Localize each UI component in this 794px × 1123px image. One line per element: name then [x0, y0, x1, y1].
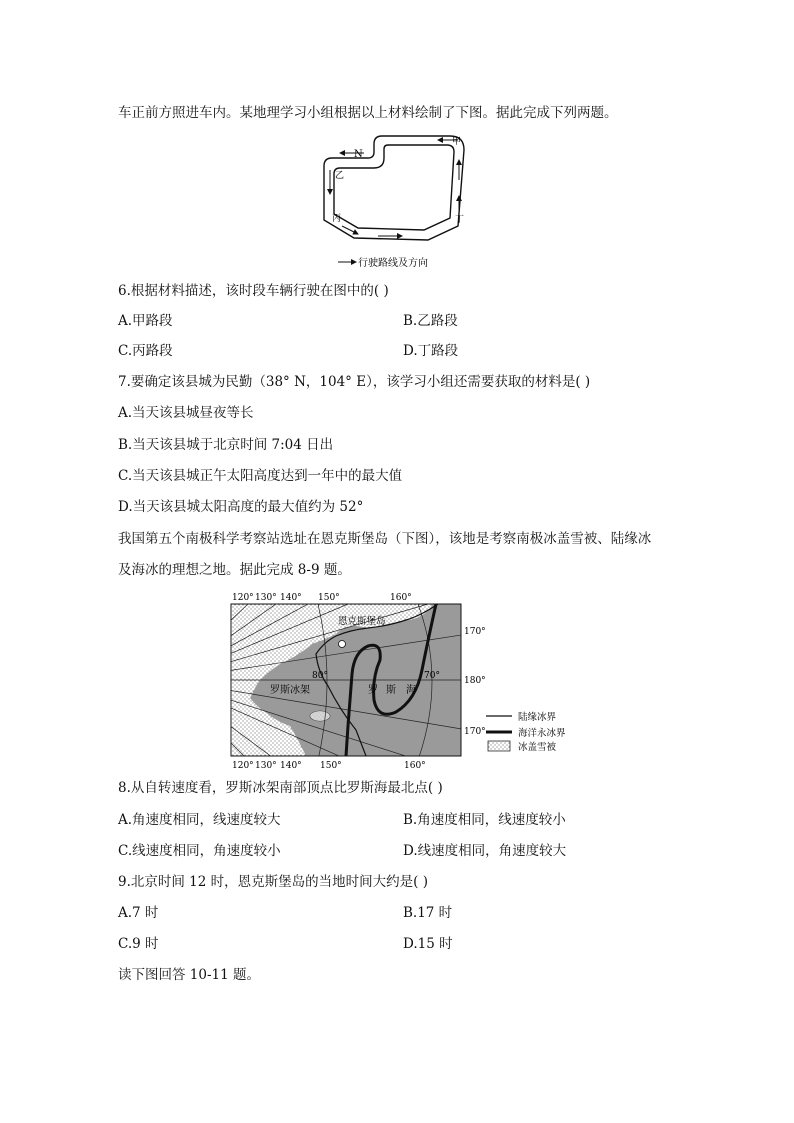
question-6: 6.根据材料描述，该时段车辆行驶在图中的( ): [118, 283, 389, 299]
map-bottom-label: 140°: [280, 761, 302, 770]
map-bottom-label: 160°: [404, 761, 426, 770]
q7-option-b: B.当天该县城于北京时间 7:04 日出: [118, 437, 334, 453]
map-right-label: 170°: [464, 627, 486, 637]
q8-option-a: A.角速度相同，线速度较大: [118, 812, 281, 828]
route-label-yi: 乙: [335, 171, 345, 181]
question-9: 9.北京时间 12 时，恩克斯堡岛的当地时间大约是( ): [118, 874, 428, 890]
map-right-label: 170°: [464, 727, 486, 737]
intro-text-2b: 及海冰的理想之地。据此完成 8-9 题。: [118, 562, 351, 578]
latitude-80: 80°: [312, 671, 328, 681]
route-label-jia: 甲: [452, 137, 462, 147]
legend-snow: 冰盖雪被: [518, 742, 557, 753]
q9-option-d: D.15 时: [403, 936, 453, 952]
sea-label-1: 罗: [368, 685, 378, 696]
sea-label-2: 斯: [386, 685, 396, 696]
route-label-bing: 丙: [332, 214, 342, 224]
sea-label-3: 海: [406, 685, 416, 696]
q8-option-d: D.线速度相同，角速度较大: [403, 843, 567, 859]
map-bottom-label: 150°: [320, 761, 342, 770]
route-diagram: [318, 130, 498, 270]
ice-shelf-label: 罗斯冰架: [270, 685, 310, 696]
intro-text: 车正前方照进车内。某地理学习小组根据以上材料绘制了下图。据此完成下列两题。: [118, 105, 618, 121]
route-legend: 行驶路线及方向: [358, 258, 428, 269]
ross-sea-map: [228, 590, 590, 770]
latitude-70: 70°: [424, 671, 440, 681]
legend-snow-swatch: [488, 741, 510, 751]
map-top-label: 160°: [390, 593, 412, 603]
q7-option-c: C.当天该县城正午太阳高度达到一年中的最大值: [118, 468, 403, 484]
map-top-label: 120°: [232, 593, 254, 603]
q8-option-c: C.线速度相同，角速度较小: [118, 843, 281, 859]
q8-option-b: B.角速度相同，线速度较小: [403, 812, 566, 828]
q6-option-b: B.乙路段: [403, 313, 458, 329]
question-8: 8.从自转速度看，罗斯冰架南部顶点比罗斯海最北点( ): [118, 780, 443, 796]
question-7: 7.要确定该县城为民勤（38° N，104° E），该学习小组还需要获取的材料是( ): [118, 374, 591, 390]
q6-option-c: C.丙路段: [118, 343, 173, 359]
map-bottom-label: 130°: [255, 761, 277, 770]
q9-option-c: C.9 时: [118, 936, 159, 952]
intro-text-2: 我国第五个南极科学考察站选址在恩克斯堡岛（下图），该地是考察南极冰盖雪被、陆缘冰: [118, 531, 652, 547]
q7-option-a: A.当天该县城昼夜等长: [118, 405, 254, 421]
map-bottom-label: 120°: [232, 761, 254, 770]
q9-option-a: A.7 时: [118, 905, 159, 921]
map-top-label: 150°: [318, 593, 340, 603]
legend-land-ice: 陆缘冰界: [518, 712, 557, 723]
north-label: N: [354, 149, 363, 160]
q9-option-b: B.17 时: [403, 905, 453, 921]
map-top-label: 130°: [255, 593, 277, 603]
map-top-label: 140°: [280, 593, 302, 603]
route-outer-edge: [324, 136, 464, 240]
map-right-label: 180°: [464, 676, 486, 686]
q6-option-a: A.甲路段: [118, 313, 173, 329]
legend-sea-ice: 海洋永冰界: [518, 728, 566, 739]
q6-option-d: D.丁路段: [403, 343, 459, 359]
intro-text-3: 读下图回答 10-11 题。: [118, 967, 261, 983]
q7-option-d: D.当天该县城太阳高度的最大值约为 52°: [118, 499, 364, 515]
island-dot: [339, 641, 346, 648]
route-label-ding: 丁: [455, 215, 465, 225]
island-label: 恩克斯堡岛: [338, 616, 386, 627]
